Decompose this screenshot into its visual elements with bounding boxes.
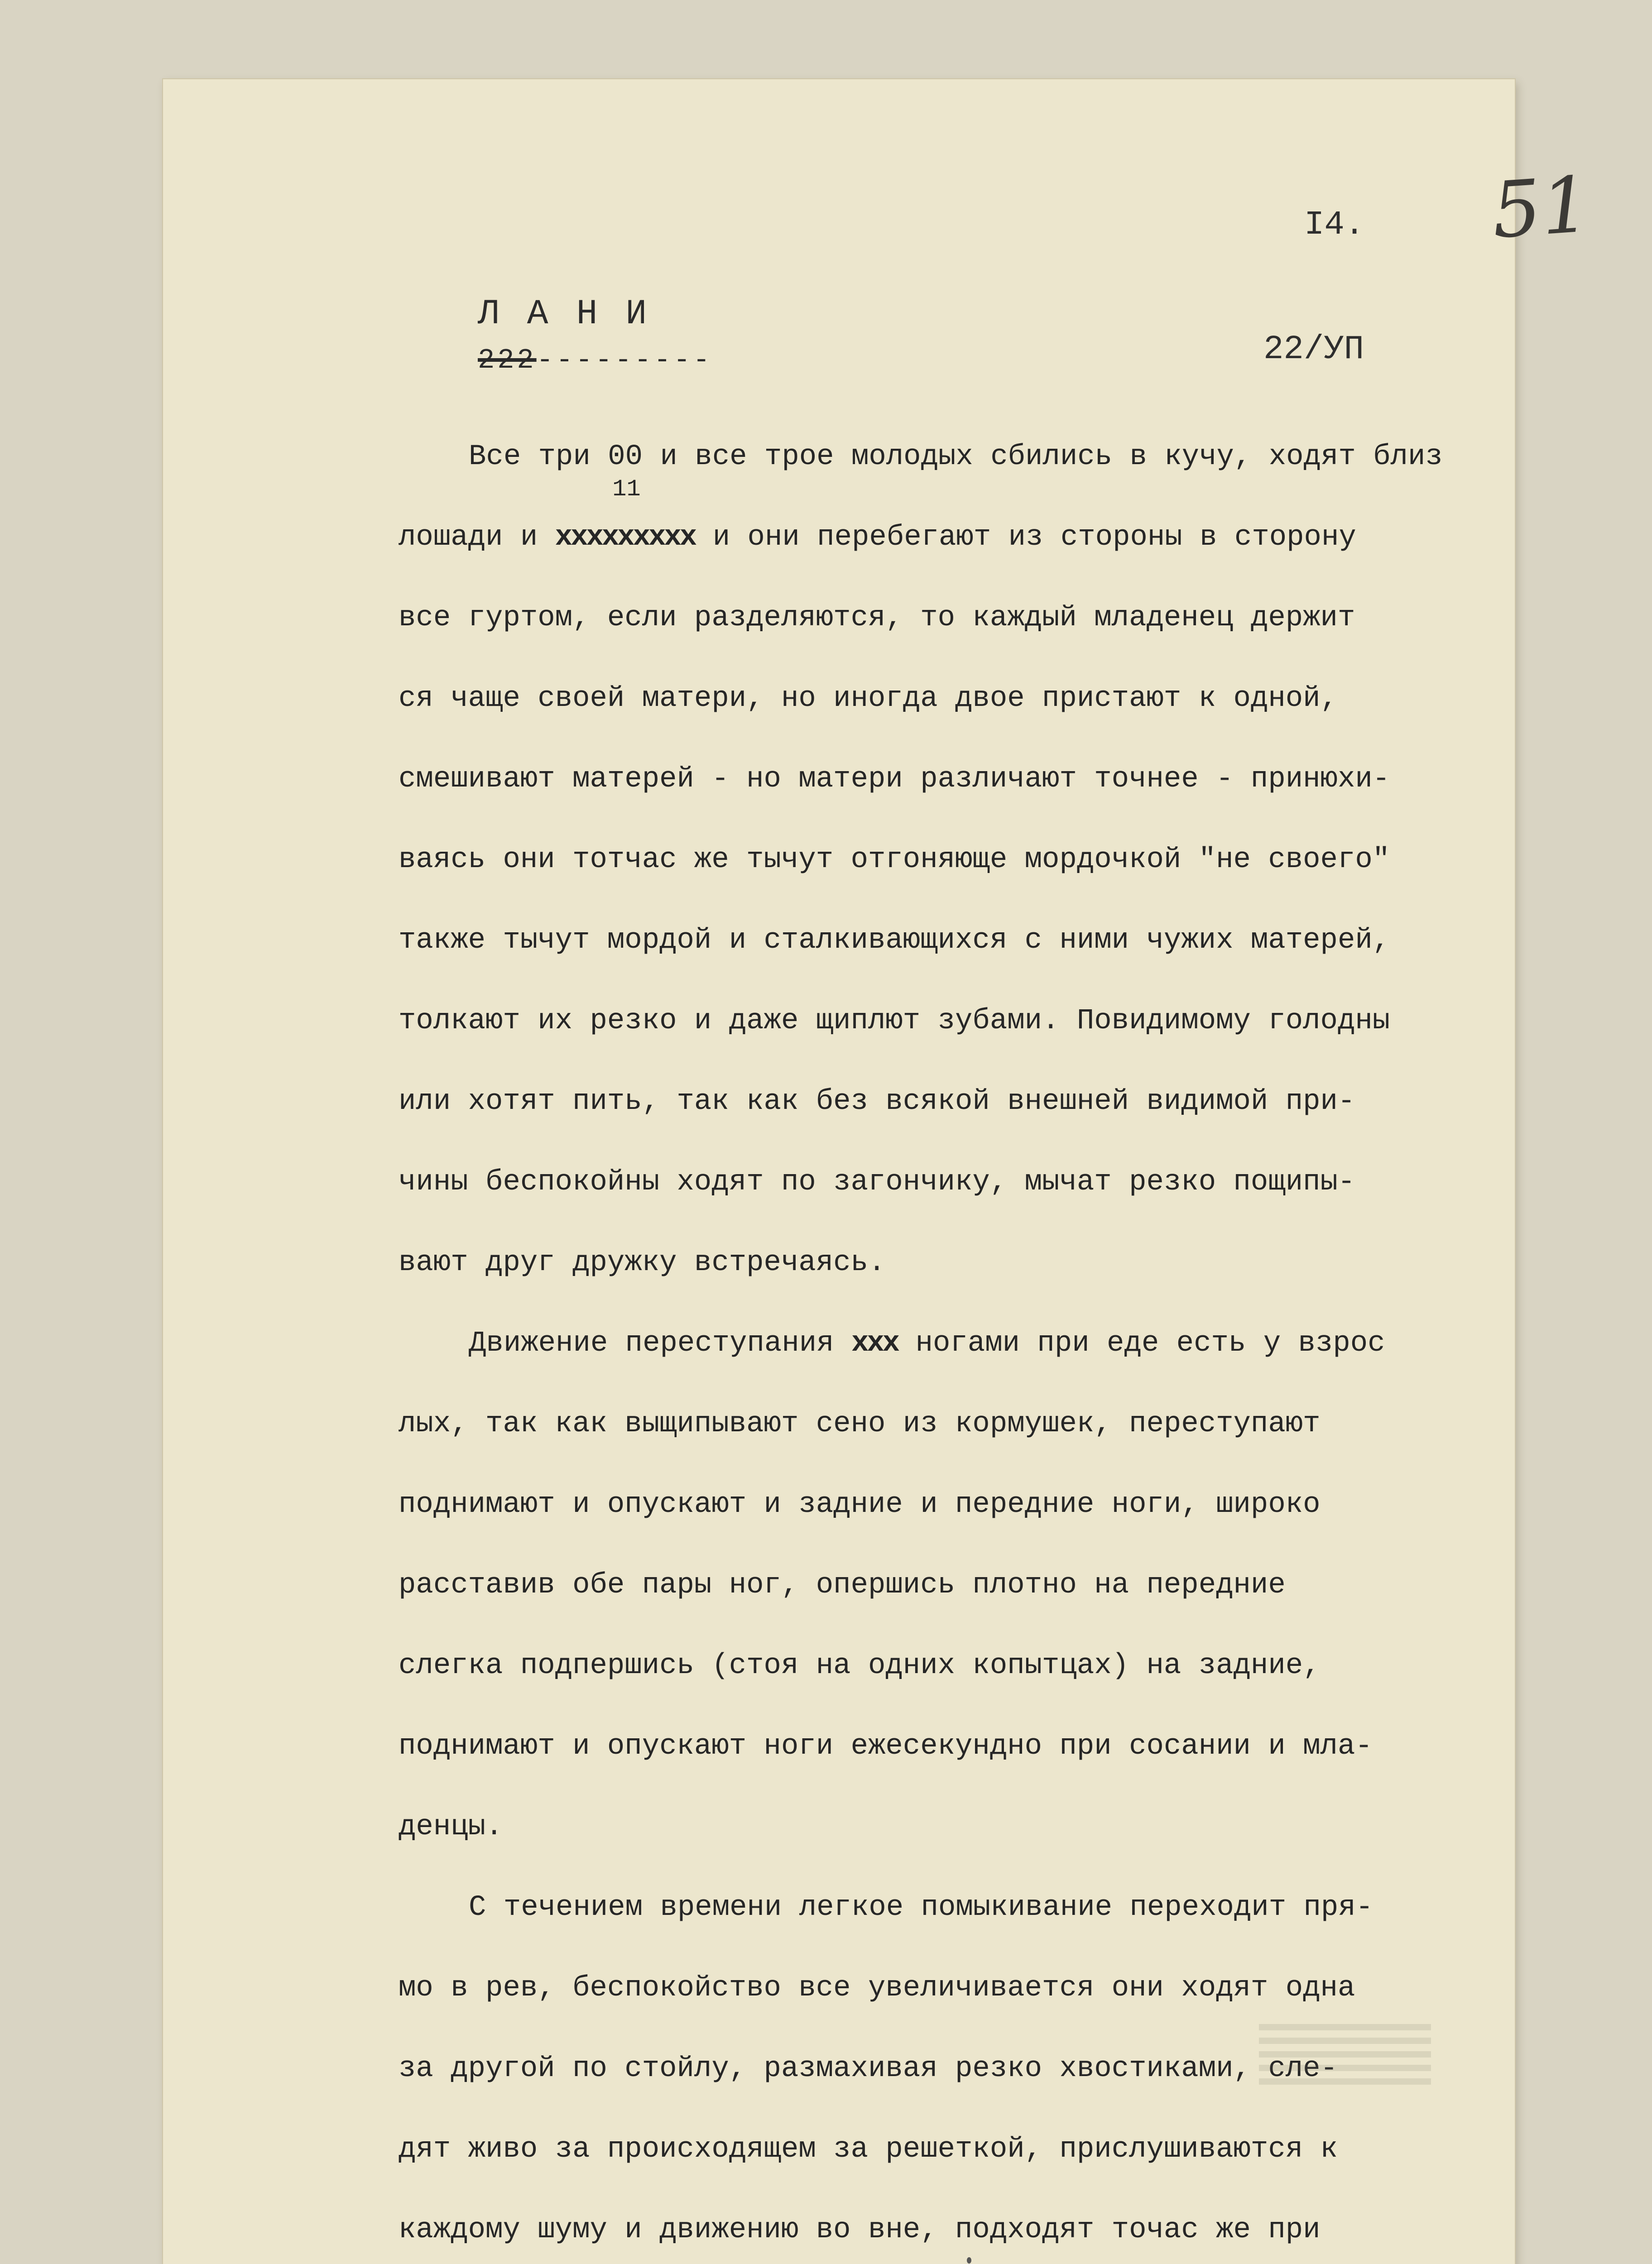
stamp-line <box>1259 2024 1431 2030</box>
archive-folio-number: 51 <box>1489 159 1593 256</box>
text-line <box>399 497 1558 578</box>
page-number: I4. <box>1304 206 1365 244</box>
ink-speck <box>967 2257 971 2264</box>
stamp-line <box>1259 2038 1431 2044</box>
text-line: поднимают и опускают ноги ежесекундно при сосании и мла- <box>399 1730 1373 1763</box>
text-line: С течением времени легкое помыкивание переходит пря- <box>469 1891 1373 1924</box>
text-line: за другой по стойлу, размахивая резко хвостиками, сле- <box>399 2053 1338 2085</box>
document-date: 22/УП <box>1263 331 1364 369</box>
text-line: ваясь они тотчас же тычут отгоняюще мордочкой "не своего" <box>399 844 1390 876</box>
overtyped-word: ххх <box>851 1327 898 1360</box>
overtyped-word: ххххххххх <box>555 521 696 554</box>
correction-mark <box>608 417 643 503</box>
document-title: ЛАНИ <box>478 294 675 334</box>
text-line: или хотят пить, так как без всякой внешней видимой при- <box>399 1085 1355 1118</box>
text-line: дят живо за происходящем за решеткой, прислушиваются к <box>399 2133 1338 2166</box>
text-line: чины беспокойны ходят по загончику, мычат резко пощипы- <box>399 1166 1355 1199</box>
title-underline-dashes: --------- <box>536 344 713 376</box>
correction-ones: 11 <box>612 476 641 503</box>
title-underline <box>478 344 712 376</box>
faded-archive-stamp <box>1259 2024 1431 2137</box>
text-line: вают друг дружку встречаясь. <box>399 1247 886 1279</box>
text-line: толкают их резко и даже щиплют зубами. Повидимому голодны <box>399 1005 1390 1037</box>
typed-zeros: 00 <box>608 441 643 473</box>
text-line: денцы. <box>399 1811 503 1843</box>
stamp-line <box>1259 2078 1431 2085</box>
text-fragment: Все три <box>469 441 608 473</box>
text-line: расставив обе пары ног, опершись плотно на передние <box>399 1569 1286 1602</box>
text-line: мо в рев, беспокойство все увеличивается они ходят одна <box>399 1972 1355 2005</box>
text-line <box>399 417 1558 503</box>
typed-body-text <box>399 417 1558 2264</box>
text-line: все гуртом, если разделяются, то каждый младенец держит <box>399 602 1355 634</box>
text-line: каждому шуму и движению во вне, подходят точас же при <box>399 2214 1321 2246</box>
text-fragment: и они перебегают из стороны в сторону <box>695 521 1356 554</box>
text-line: смешивают матерей - но матери различают точнее - принюхи- <box>399 763 1390 796</box>
title-underline-struck-text: 222 <box>478 344 537 376</box>
stamp-line <box>1259 2065 1431 2071</box>
text-line: слегка подпершись (стоя на одних копытцах) на задние, <box>399 1650 1321 1682</box>
text-line: ся чаще своей матери, но иногда двое пристают к одной, <box>399 682 1338 715</box>
stamp-line <box>1259 2051 1431 2058</box>
text-line <box>399 1303 1558 1384</box>
text-fragment: и все трое молодых сбились в кучу, ходят близ <box>643 441 1443 473</box>
text-fragment: ногами при еде есть у взрос <box>898 1327 1385 1360</box>
text-fragment: Движение переступания <box>469 1327 851 1360</box>
text-fragment: лошади и <box>399 521 555 554</box>
text-line: лых, так как выщипывают сено из кормушек, переступают <box>399 1408 1321 1440</box>
text-line: также тычут мордой и сталкивающихся с ними чужих матерей, <box>399 924 1390 957</box>
text-line: поднимают и опускают и задние и передние ноги, широко <box>399 1488 1321 1521</box>
